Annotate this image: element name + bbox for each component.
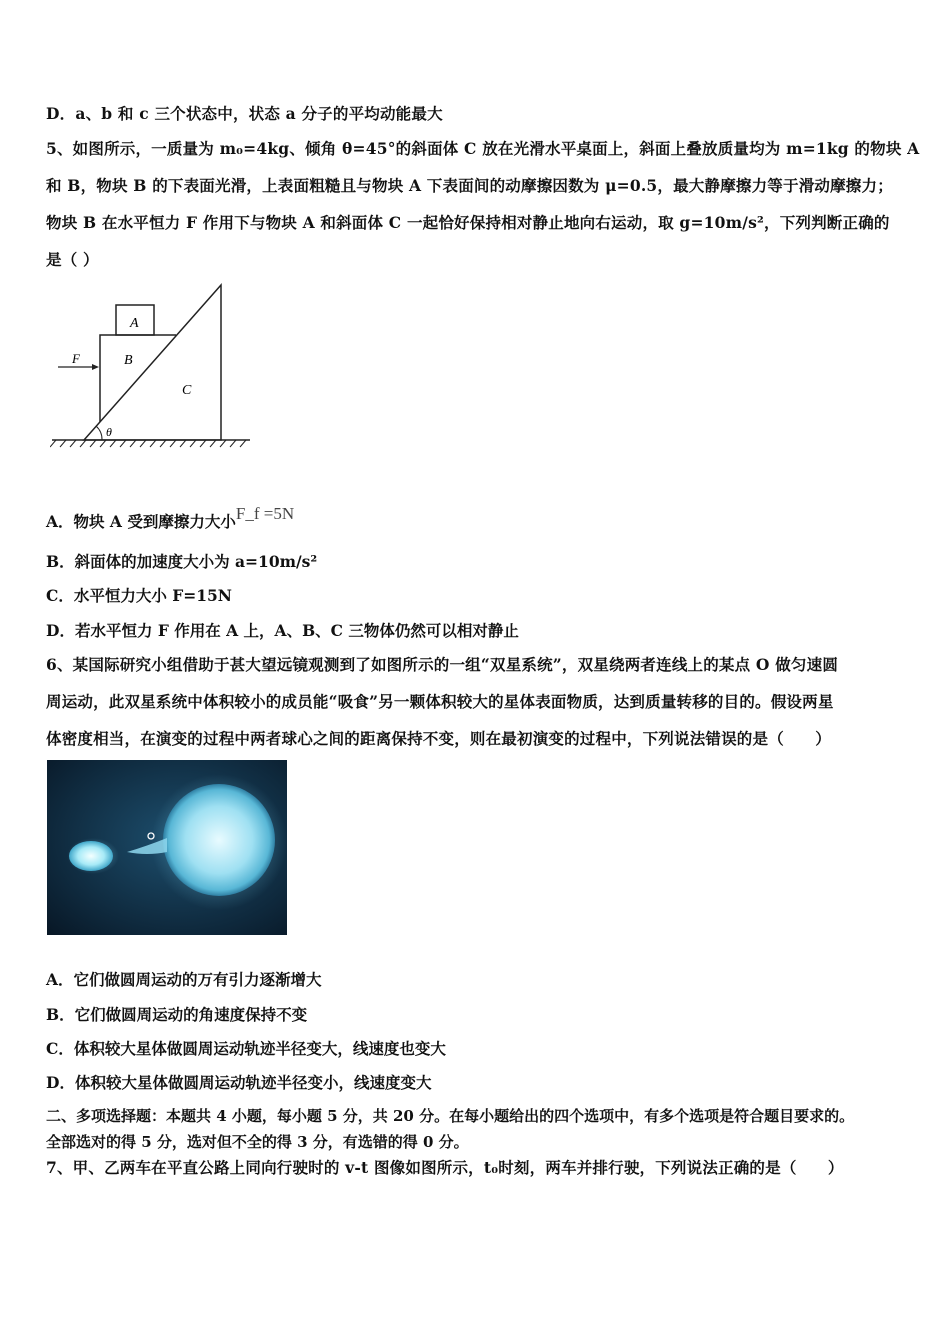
label-f: F: [72, 351, 80, 366]
q5-incline-diagram: [50, 280, 255, 455]
force-arrowhead: [92, 364, 99, 370]
angle-arc: [96, 426, 102, 440]
q5-option-a-text: A．物块 A 受到摩擦力大小: [46, 512, 236, 531]
label-a: A: [130, 316, 139, 331]
q5-stem-line-2: 和 B，物块 B 的下表面光滑，上表面粗糙且与物块 A 下表面间的动摩擦因数为 μ=0.5，最大静摩擦力等于滑动摩擦力；: [46, 176, 893, 195]
q6-option-a: A．它们做圆周运动的万有引力逐渐增大: [46, 970, 322, 989]
q5-option-b: B．斜面体的加速度大小为 a=10m/s²: [46, 552, 318, 571]
q6-option-b: B．它们做圆周运动的角速度保持不变: [46, 1005, 308, 1024]
small-star: [69, 841, 113, 871]
q6-stem-line-2: 周运动，此双星系统中体积较小的成员能“吸食”另一颗体积较大的星体表面物质，达到质量转移的目的。假设两星: [46, 692, 834, 711]
q5-stem-line-4: 是（ ）: [46, 250, 99, 269]
q5-stem-line-3: 物块 B 在水平恒力 F 作用下与物块 A 和斜面体 C 一起恰好保持相对静止地向右运动，取 g=10m/s²，下列判断正确的: [46, 213, 890, 232]
label-c: C: [182, 383, 192, 398]
q5-option-d: D．若水平恒力 F 作用在 A 上，A、B、C 三物体仍然可以相对静止: [46, 621, 519, 640]
ground-hatching: [50, 440, 246, 447]
q5-option-c: C．水平恒力大小 F=15N: [46, 586, 232, 605]
large-star: [163, 784, 275, 896]
q5-option-a-formula: F_f =5N: [235, 504, 295, 523]
section-2-heading-line-2: 全部选对的得 5 分，选对但不全的得 3 分，有选错的得 0 分。: [46, 1133, 469, 1151]
q6-stem-line-1: 6、某国际研究小组借助于甚大望远镜观测到了如图所示的一组“双星系统”，双星绕两者连线上的某点 O 做匀速圆: [46, 655, 839, 674]
q6-option-c: C．体积较大星体做圆周运动轨迹半径变大，线速度也变大: [46, 1039, 446, 1058]
label-theta: θ: [106, 425, 112, 439]
q4-option-d: D．a、b 和 c 三个状态中，状态 a 分子的平均动能最大: [46, 104, 443, 123]
q5-option-a: [46, 504, 294, 532]
incline-c: [84, 285, 221, 440]
label-b: B: [124, 353, 133, 368]
section-2-heading-line-1: 二、多项选择题：本题共 4 小题，每小题 5 分，共 20 分。在每小题给出的四个选项中，有多个选项是符合题目要求的。: [46, 1107, 855, 1125]
q5-stem-line-1: 5、如图所示，一质量为 m₀=4kg、倾角 θ=45°的斜面体 C 放在光滑水平桌面上，斜面上叠放质量均为 m=1kg 的物块 A: [46, 139, 920, 158]
q7-stem: 7、甲、乙两车在平直公路上同向行驶时的 v-t 图像如图所示，t₀时刻，两车并排行驶，下列说法正确的是（ ）: [46, 1158, 844, 1177]
q6-stem-line-3: 体密度相当，在演变的过程中两者球心之间的距离保持不变，则在最初演变的过程中，下列说法错误的是（ ）: [46, 729, 832, 748]
q6-option-d: D．体积较大星体做圆周运动轨迹半径变小，线速度变大: [46, 1073, 432, 1092]
binary-star-image: [47, 760, 287, 935]
